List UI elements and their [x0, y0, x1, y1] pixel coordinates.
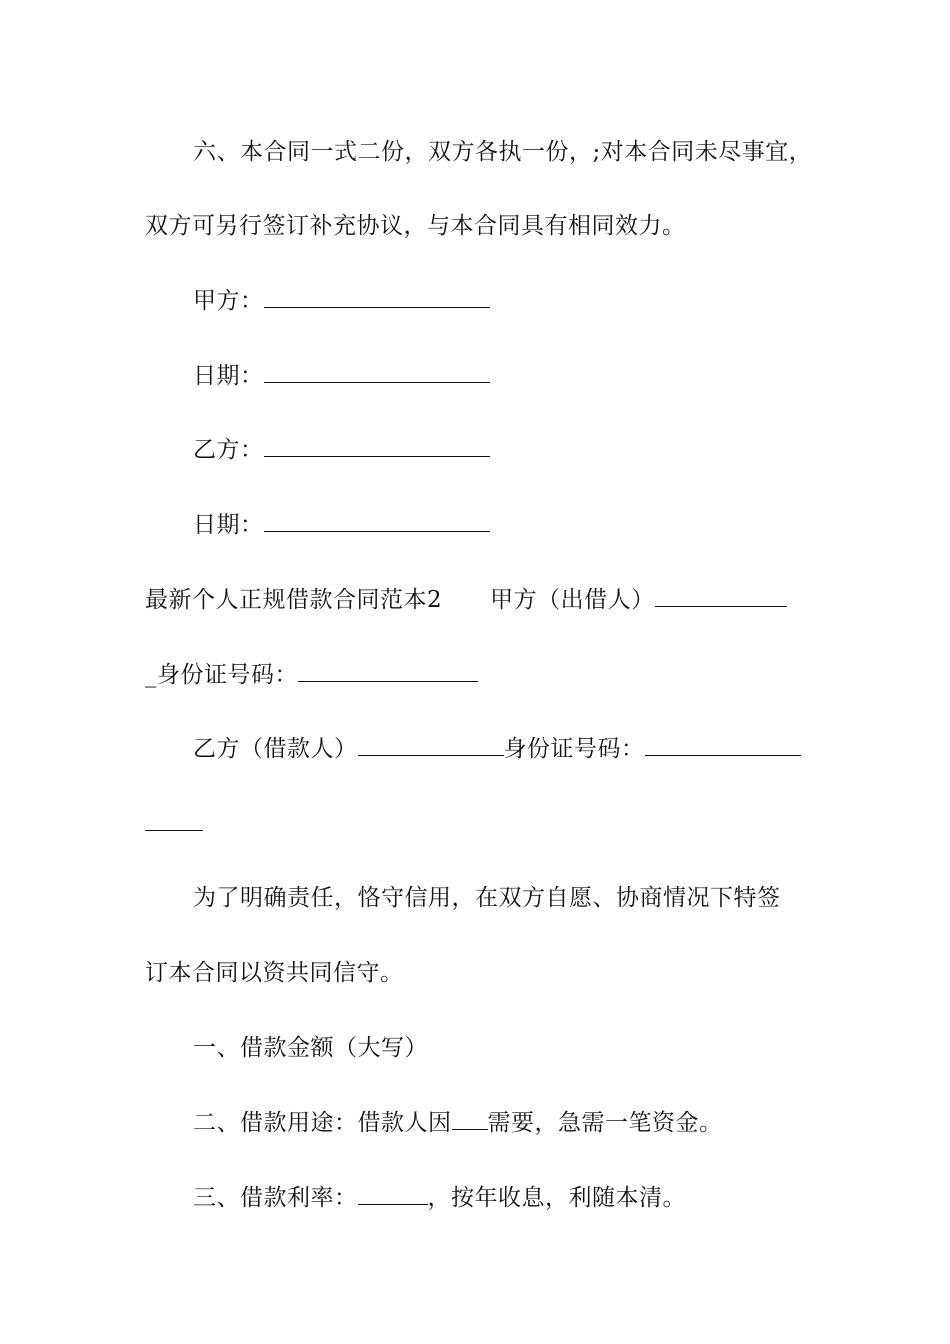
preamble-line-1: 为了明确责任，恪守信用，在双方自愿、协商情况下特签: [193, 885, 781, 911]
contract-title: 最新个人正规借款合同范本2: [145, 587, 443, 613]
date-a-label: 日期：: [193, 363, 264, 389]
interest-blank: [358, 1182, 428, 1205]
borrower-blank: [358, 733, 504, 756]
borrower-label: 乙方（借款人）: [193, 736, 358, 762]
borrower-id-label: 身份证号码：: [503, 736, 645, 762]
lender-id-line: [145, 659, 478, 691]
clause-one-amount: 一、借款金额（大写）: [193, 1035, 428, 1061]
party-a-label: 甲方：: [193, 288, 264, 314]
contract-title-line: [145, 584, 787, 616]
party-b-label: 乙方：: [193, 437, 264, 463]
clause-three-interest: [193, 1182, 686, 1214]
interest-suffix: ，按年收息，利随本清。: [427, 1185, 686, 1211]
clause-six-line-1: 六、本合同一式二份，双方各执一份，;对本合同未尽事宜，: [193, 139, 813, 165]
borrower-id-continuation: [145, 808, 203, 840]
date-b-label: 日期：: [193, 512, 264, 538]
lender-id-blank: [298, 659, 478, 682]
party-a-blank: [264, 285, 490, 308]
party-b-blank: [264, 434, 490, 457]
lender-label: 甲方（出借人）: [490, 587, 655, 613]
purpose-blank: [452, 1107, 488, 1130]
purpose-label: 二、借款用途：借款人因: [193, 1110, 452, 1136]
date-b-line: [193, 509, 490, 541]
party-a-signature-line: [193, 285, 490, 317]
date-b-blank: [264, 509, 490, 532]
preamble-line-2: 订本合同以资共同信守。: [145, 960, 404, 986]
lender-id-label: _身份证号码：: [145, 662, 298, 688]
clause-two-purpose: [193, 1107, 723, 1139]
borrower-id-blank: [645, 733, 801, 756]
party-b-signature-line: [193, 434, 490, 466]
clause-six-line-2: 双方可另行签订补充协议，与本合同具有相同效力。: [145, 213, 686, 239]
purpose-suffix: 需要，急需一笔资金。: [487, 1110, 723, 1136]
interest-label: 三、借款利率：: [193, 1185, 358, 1211]
lender-blank: [655, 584, 787, 607]
date-a-blank: [264, 360, 490, 383]
borrower-line: [193, 733, 801, 765]
borrower-id-blank-continued: [145, 808, 203, 831]
date-a-line: [193, 360, 490, 392]
